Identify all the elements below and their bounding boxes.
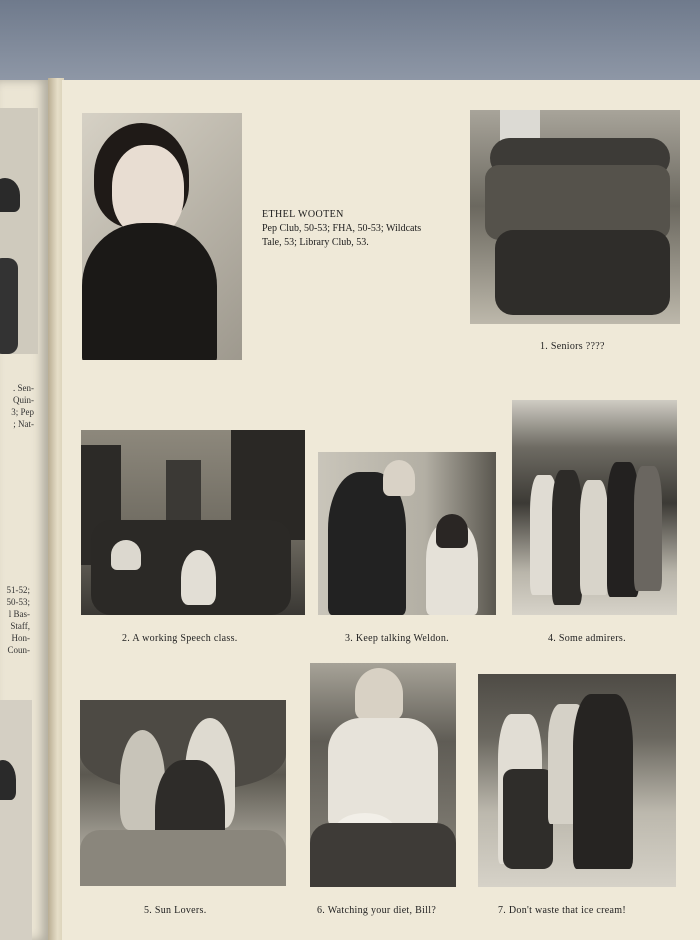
caption-1: 1. Seniors ???? [540, 341, 605, 352]
caption-5: 5. Sun Lovers. [144, 905, 207, 916]
student-activities: Pep Club, 50-53; FHA, 50-53; Wildcats Tale, 53; Library Club, 53. [262, 223, 422, 248]
photo-ice-cream [478, 674, 676, 887]
caption-6: 6. Watching your diet, Bill? [317, 905, 437, 916]
photo-seniors [470, 110, 680, 324]
facing-page-text-1: . Sen- Quin- 3; Pep ; Nat- [11, 383, 34, 429]
facing-page-edge [0, 80, 48, 940]
portrait-photo [82, 113, 242, 360]
photo-keep-talking [318, 452, 496, 615]
caption-7: 7. Don't waste that ice cream! [498, 905, 626, 916]
photo-sun-lovers [80, 700, 286, 886]
photo-watching-diet [310, 663, 456, 887]
portrait-bio [262, 208, 432, 250]
facing-page-photo-top [0, 108, 38, 354]
caption-2: 2. A working Speech class. [122, 633, 238, 644]
background-surface [0, 0, 700, 80]
photo-some-admirers [512, 400, 677, 615]
facing-page-photo-bottom [0, 700, 32, 940]
student-name: ETHEL WOOTEN [262, 209, 344, 220]
photo-speech-class [81, 430, 305, 615]
caption-4: 4. Some admirers. [548, 633, 626, 644]
caption-3: 3. Keep talking Weldon. [345, 633, 449, 644]
facing-page-text-2: 51-52; 50-53; l Bas- Staff, Hon- Coun- [6, 585, 30, 655]
